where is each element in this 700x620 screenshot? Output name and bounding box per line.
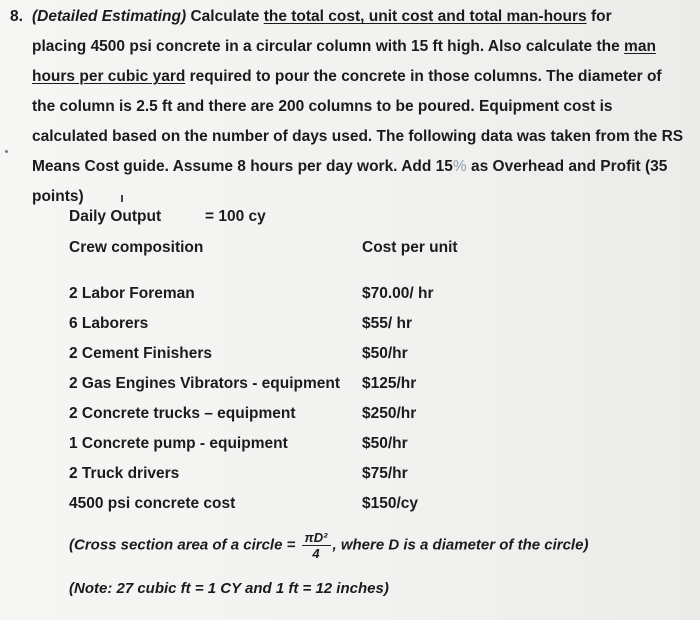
percent-sign: % xyxy=(452,158,467,175)
crew-item-cost: $50/hr xyxy=(362,435,408,452)
crew-item-name: 2 Gas Engines Vibrators - equipment xyxy=(69,375,341,392)
fraction-denominator: 4 xyxy=(312,546,320,561)
problem-text: required to pour the concrete in those columns. The diameter of xyxy=(185,68,662,85)
formula-text: , where D is a diameter of the circle) xyxy=(332,536,589,554)
crew-item-name: 2 Concrete trucks – equipment xyxy=(69,405,296,422)
fraction-numerator: πD² xyxy=(302,530,331,546)
crew-item-cost: $250/hr xyxy=(362,405,417,422)
crew-item-name: 2 Truck drivers xyxy=(69,465,180,482)
crew-item-name: 1 Concrete pump - equipment xyxy=(69,435,288,452)
problem-text: Calculate xyxy=(186,8,264,25)
crew-item-name: 6 Laborers xyxy=(69,315,149,332)
problem-line-3 xyxy=(10,62,690,92)
cost-per-unit-header: Cost per unit xyxy=(362,239,458,256)
problem-heading: (Detailed Estimating) xyxy=(32,8,187,25)
daily-output-value: = 100 cy xyxy=(205,208,266,225)
crew-item-cost: $75/hr xyxy=(362,465,408,482)
problem-text: calculated based on the number of days used. The following data was taken from the RS xyxy=(32,128,684,145)
crew-item-name: 2 Labor Foreman xyxy=(69,285,195,302)
problem-line-2 xyxy=(10,32,690,62)
pen-mark xyxy=(5,150,8,153)
problem-line-6 xyxy=(10,152,690,182)
problem-line-7: points) xyxy=(32,188,84,205)
circle-area-formula xyxy=(69,530,689,561)
underlined-text: man xyxy=(624,38,656,55)
problem-line-1 xyxy=(10,2,690,32)
problem-text: placing 4500 psi concrete in a circular column with 15 ft high. Also calculate the xyxy=(32,38,625,55)
crew-item-name: 2 Cement Finishers xyxy=(69,345,212,362)
crew-item-cost: $55/ hr xyxy=(362,315,412,332)
crew-item-cost: $50/hr xyxy=(362,345,408,362)
crew-composition-label: Crew composition xyxy=(69,239,204,256)
problem-text: as Overhead and Profit (35 xyxy=(466,158,668,175)
problem-statement xyxy=(10,2,690,212)
crew-item-cost: $125/hr xyxy=(362,375,417,392)
crew-item-name: 4500 psi concrete cost xyxy=(69,495,236,512)
problem-text: Means Cost guide. Assume 8 hours per day work. Add 15 xyxy=(32,158,453,175)
problem-line-4: the column is 2.5 ft and there are 200 columns to be poured. Equipment cost is xyxy=(32,98,613,115)
conversion-note: (Note: 27 cubic ft = 1 CY and 1 ft = 12 inches) xyxy=(69,580,389,597)
problem-line-5 xyxy=(10,122,690,152)
crew-item-cost: $150/cy xyxy=(362,495,419,512)
fraction xyxy=(302,530,331,561)
daily-output-label: Daily Output xyxy=(69,208,162,225)
problem-text: for xyxy=(586,8,612,25)
formula-text: (Cross section area of a circle = xyxy=(69,536,300,554)
underlined-text: hours per cubic yard xyxy=(32,68,186,85)
crew-item-cost: $70.00/ hr xyxy=(362,285,434,302)
problem-number: 8. xyxy=(10,8,23,25)
underlined-text: the total cost, unit cost and total man-hours xyxy=(263,8,587,25)
